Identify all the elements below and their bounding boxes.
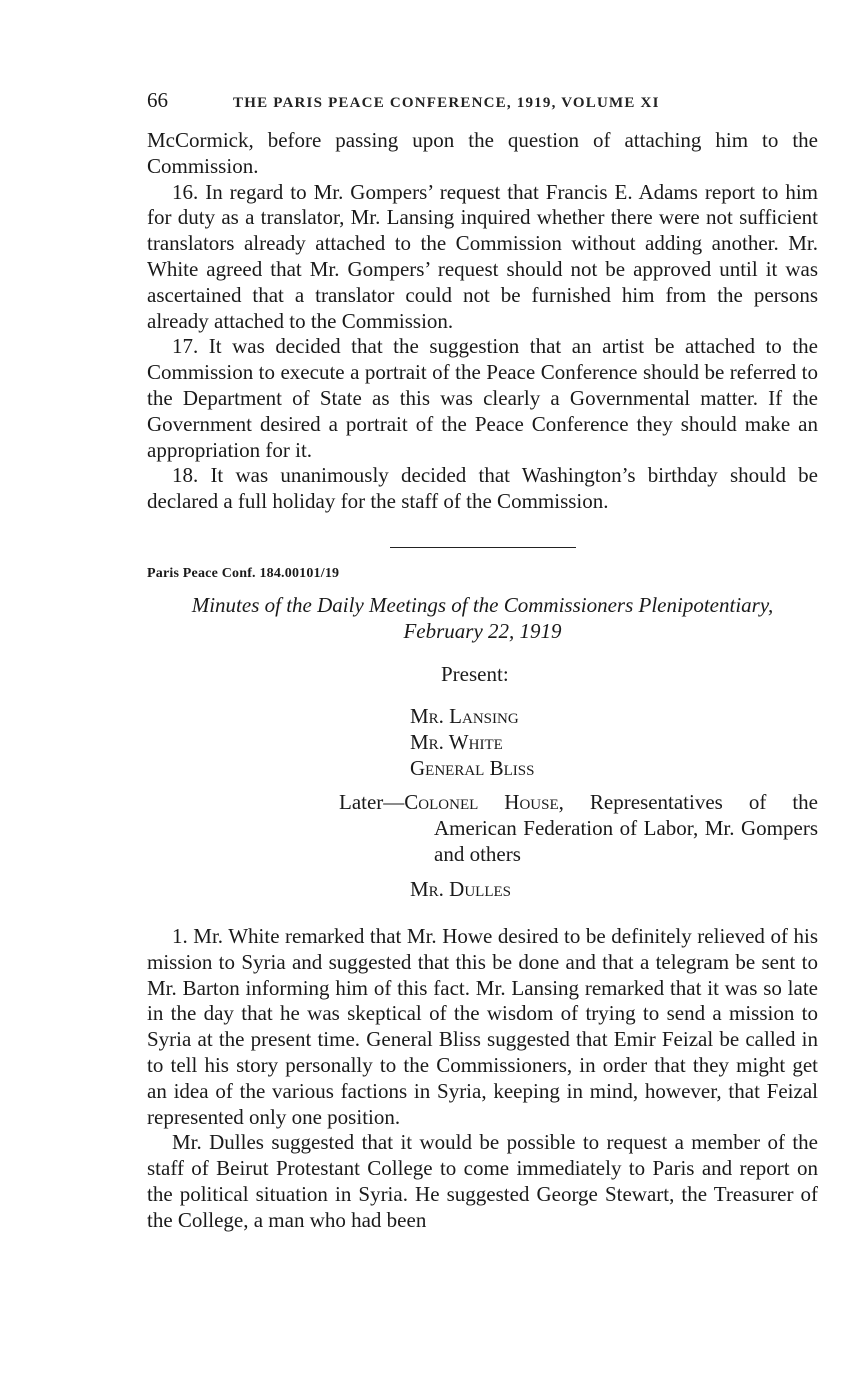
later-attendee-house: Colonel House [404, 789, 559, 814]
later-label: Later— [339, 789, 405, 814]
document-title-line: Minutes of the Daily Meetings of the Commissioners Plenipotentiary, [191, 592, 774, 617]
paragraph-continuation: McCormick, before passing upon the question of attaching him to the Commission. [147, 128, 818, 178]
section-top [147, 128, 818, 515]
attendee-name: Mr. White [410, 729, 503, 754]
recorder-name: Mr. Dulles [410, 876, 512, 901]
attendee-list [410, 703, 818, 781]
document-title [147, 592, 818, 644]
paragraph-item-1: 1. Mr. White remarked that Mr. Howe desired to be definitely relieved of his mission to Syria and suggested that this be done and that a telegram be sent to Mr. Barton informing him of this fact. Mr. Lansing remarked that it was so late in the day that he was skeptical of the wisdom of trying to send a mission to Syria at the present time. General Bliss suggested that Emir Feizal be called in to tell his story personally to the Commissioners, in order that they might get an idea of the various factions in Syria, keeping in mind, however, that Feizal represented only one position. [147, 923, 818, 1129]
page-number: 66 [147, 88, 168, 112]
paragraph-item-18: 18. It was unanimously decided that Washington’s birthday should be declared a full holiday for the staff of the Commission. [147, 463, 818, 514]
attendee-name: General Bliss [410, 755, 535, 780]
document-date: February 22, 1919 [403, 618, 562, 643]
document-page [147, 88, 818, 1234]
section-divider [390, 547, 576, 548]
section-bottom [147, 924, 818, 1234]
attendee-name: Mr. Lansing [410, 703, 519, 728]
running-head: THE PARIS PEACE CONFERENCE, 1919, VOLUME XI [233, 95, 660, 111]
file-reference: Paris Peace Conf. 184.00101/19 [147, 565, 340, 581]
page-header [147, 88, 818, 122]
present-label: Present: [441, 661, 509, 686]
paragraph-item-16: 16. In regard to Mr. Gompers’ request that Francis E. Adams report to him for duty as a translator, Mr. Lansing inquired whether there were not sufficient translators already attached to the Commission without adding another. Mr. White agreed that Mr. Gompers’ request should not be approved until it was ascertained that a translator could not be furnished him from the persons already attached to the Commission. [147, 179, 818, 333]
paragraph-item-17: 17. It was decided that the suggestion that an artist be attached to the Commission to execute a portrait of the Peace Conference should be referred to the Department of State as this was clearly a Governmental matter. If the Government desired a portrait of the Peace Conference they should make an appropriation for it. [147, 334, 818, 462]
later-attendee-others: , Representatives of the American Federation of Labor, Mr. Gompers and others [434, 789, 819, 866]
later-attendees [339, 789, 818, 867]
paragraph-dulles: Mr. Dulles suggested that it would be possible to request a member of the staff of Beirut Protestant College to come immediately to Paris and report on the political situation in Syria. He suggested George Stewart, the Treasurer of the College, a man who had been [147, 1130, 818, 1232]
